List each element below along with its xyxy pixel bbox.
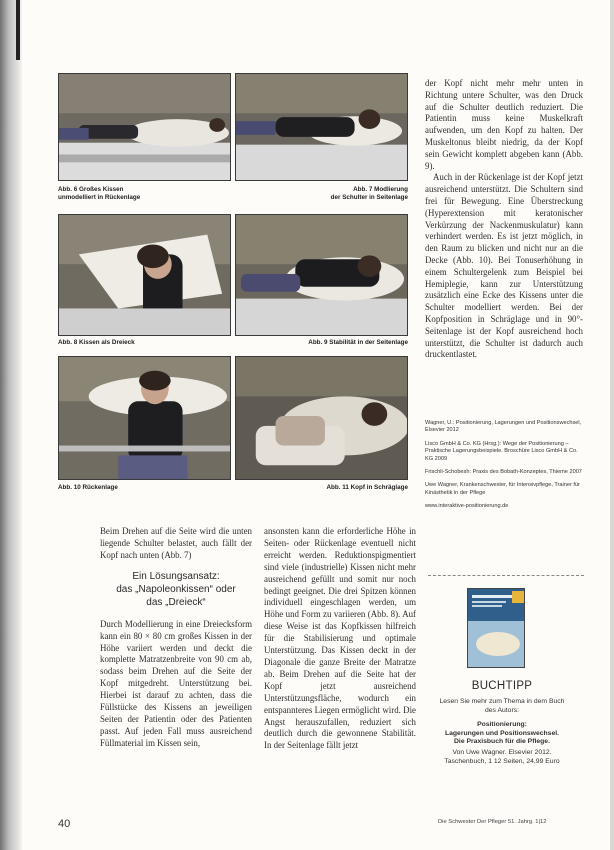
middle-paragraph: ansonsten kann die erforderliche Höhe in Seiten- oder Rückenlage eventuell nicht erreicht werden. Reduktionspigmentiert sind viele (industrielle) Kissen nicht mehr ausreichend gefüllt und somit nur noch bedingt geeignet. Die drei Spitzen können individuell eingeschlagen werden, um Höhe und Form zu variieren (Abb. 8). Auf diese Weise ist das Kopfkissen hilfreich für die Stabilisierung und optimale Unterstützung. Das Kissen deckt in der Diagonale die ganze Breite der Matratze ab. Beim Drehen auf die Seite hat der Kopf jetzt ausreichend Unterstützungsfläche, wodurch ein entspannteres Liegen ermöglicht wird. Die Angst herauszufallen, reduziert sich deutlich durch die gewonnene Stabilität. In der Seitenlage fällt jetzt	[264, 526, 416, 751]
page-number: 40	[58, 818, 71, 830]
caption-abb8: Abb. 8 Kissen als Dreieck	[58, 339, 135, 346]
reference-2: Lisco GmbH & Co. KG (Hrsg.): Wege der Positionierung – Praktische Lagerungsbeispiele. Broschüre Lisco GmbH & Co. KG 2009	[425, 440, 578, 462]
caption-abb6-line2: unmodelliert in Rückenlage	[58, 193, 141, 201]
photo-abb8	[58, 214, 231, 336]
book-tip-box	[434, 680, 570, 766]
caption-abb7-line1: Abb. 7 Modlierung	[353, 186, 408, 193]
book-title-line2: Lagerungen und Positionswechsel.	[444, 729, 560, 737]
caption-abb7	[300, 186, 408, 202]
section-heading	[100, 570, 252, 609]
book-subtitle: Die Praxisbuch für die Pflege.	[454, 738, 550, 746]
reference-3: Frischli-Schobesh: Praxis des Bobath-Konzeptes, Thieme 2007	[425, 469, 582, 476]
right-paragraph-2: Auch in der Rückenlage ist der Kopf jetzt ausreichend unterstützt. Die Schultern sind frei für Bewegung. Eine Überstreckung (Hyperextension mit keratonischer Verkürzung der Nackenmuskulatur) kann verhindert werden. Es ist jetzt möglich, in den Raum zu blicken und nicht nur an die Decke (Abb. 10). Bei Tonuserhöhung in einem Schultergelenk zum Beispiel bei Hemiplegie, kann zur Unterstützung zusätzlich eine Ecke des Kissens unter die Schulter modelliert werden. Bei der Kopfposition in Schräglage und in 90°-Seitenlage ist der Kopf ausreichend hoch unterstützt, die Schulter ist dadurch auch druckentlastet.	[425, 172, 583, 360]
binding-mark	[16, 0, 20, 60]
book-details	[434, 749, 570, 766]
author-website: www.interaktive-positionierung.de	[425, 503, 509, 510]
caption-abb6	[58, 186, 140, 202]
photo-abb10	[58, 356, 231, 480]
right-column-text	[425, 78, 583, 361]
page-gutter-shadow	[0, 0, 22, 850]
book-cover-image	[467, 588, 525, 668]
book-details-line2: Taschenbuch, 1 12 Seiten, 24,99 Euro	[444, 757, 560, 765]
page-edge	[610, 0, 614, 850]
left-column-text	[100, 526, 252, 750]
journal-footer: Die Schwester Der Pfleger 51. Jahrg. 1|12	[438, 819, 547, 825]
book-tip-title: BUCHTIPP	[471, 680, 533, 692]
book-details-line1: Von Uwe Wagner. Elsevier 2012.	[452, 748, 552, 756]
section-heading-line1: Ein Lösungsansatz:	[132, 570, 220, 582]
body-paragraph: Durch Modellierung in eine Dreiecksform kann ein 80 × 80 cm großes Kissen in der Höhe variiert werden und deckt die komplette Matratzenbreite von 90 cm ab, sodass beim Drehen auf die Seite der Kopf mitgedreht. Unterstützung bei. Hierbei ist darauf zu achten, dass die Füllstücke des Kissens an jeweiligen Seiten der Patientin oder des Patienten passt. Auf jeden Fall muss ausreichend Füllmaterial im Kissen sein,	[100, 618, 252, 748]
book-title-line1: Positionierung:	[477, 721, 527, 729]
caption-abb9: Abb. 9 Stabilität in der Seitenlage	[308, 339, 408, 346]
caption-abb11: Abb. 11 Kopf in Schräglage	[326, 484, 408, 491]
book-title	[434, 721, 570, 747]
photo-abb6	[58, 73, 231, 181]
intro-paragraph: Beim Drehen auf die Seite wird die unten liegende Schulter belastet, auch fällt der Kopf nach unten (Abb. 7)	[100, 526, 252, 560]
middle-column-text	[264, 526, 416, 752]
photo-abb7	[235, 73, 408, 181]
photo-abb11	[235, 356, 408, 480]
section-heading-line2: das „Napoleonkissen“ oder	[116, 583, 236, 595]
caption-abb6-line1: Abb. 6 Großes Kissen	[58, 186, 124, 193]
caption-abb7-line2: der Schulter in Seitenlage	[330, 193, 408, 201]
book-tip-intro: Lesen Sie mehr zum Thema in dem Buch des Autors:	[439, 698, 565, 714]
author-note: Uwe Wagner, Krankenschwester, für Intensivpflege, Trainer für Kinästhetik in der Pflege	[425, 482, 580, 496]
right-paragraph-1: der Kopf nicht mehr mehr unten in Richtung untere Schulter, was den Druck auf die Schulter deutlich reduziert. Die Patientin muss keine Muskelkraft aufwenden, um den Kopf zu halten. Der Muskeltonus bleibt niedrig, da der Kopf sein Gewicht komplett abgeben kann (Abb. 9).	[425, 78, 583, 171]
references	[425, 420, 583, 517]
reference-1: Wagner, U.: Positionierung, Lagerungen und Positionswechsel, Elsevier 2012	[425, 420, 582, 434]
caption-abb10: Abb. 10 Rückenlage	[58, 484, 118, 491]
section-heading-line3: das „Dreieck“	[146, 596, 206, 608]
photo-abb9	[235, 214, 408, 336]
book-divider	[428, 575, 584, 576]
